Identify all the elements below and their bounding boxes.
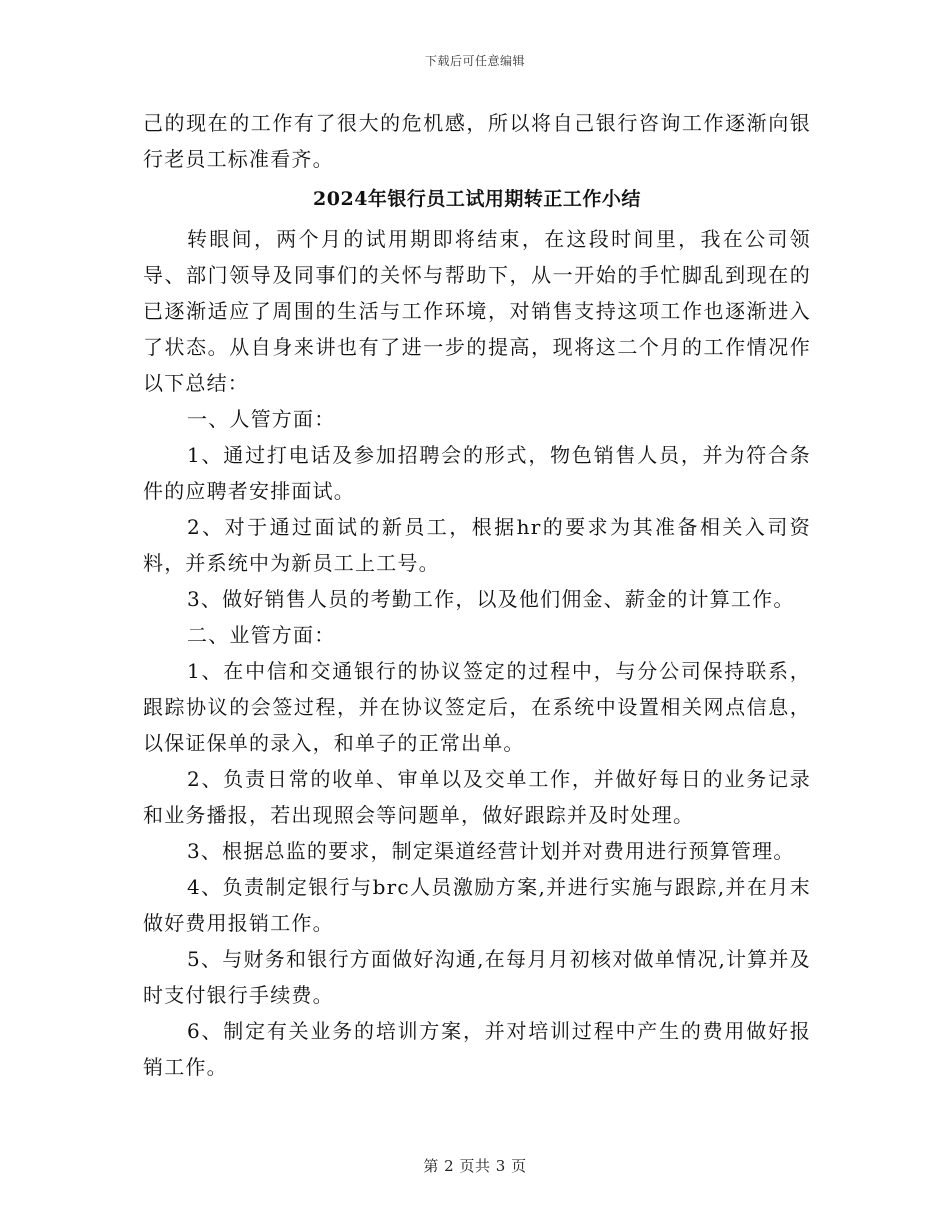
personnel-item-3: 3、做好销售人员的考勤工作，以及他们佣金、薪金的计算工作。 [187,587,795,611]
business-item-1: 1、在中信和交通银行的协议签定的过程中，与分公司保持联系，跟踪协议的会签过程，并在协议签定后，在系统中设置相关网点信息，以保证保单的录入，和单子的正常出单。 [143,659,811,755]
document-title: 2024年银行员工试用期转正工作小结 [313,188,641,210]
page-footer: 第 2 页共 3 页 [423,1157,527,1175]
personnel-item-2: 2、对于通过面试的新员工，根据hr的要求为其准备相关入司资料，并系统中为新员工上工号。 [143,515,811,575]
business-item-6: 6、制定有关业务的培训方案，并对培训过程中产生的费用做好报销工作。 [143,1019,811,1079]
intro-paragraph: 转眼间，两个月的试用期即将结束，在这段时间里，我在公司领导、部门领导及同事们的关怀与帮助下，从一开始的手忙脚乱到现在的已逐渐适应了周围的生活与工作环境，对销售支持这项工作也逐渐进入了状态。从自身来讲也有了进一步的提高，现将这二个月的工作情况作以下总结： [143,227,811,395]
section-heading-personnel: 一、人管方面： [187,407,336,431]
carryover-paragraph: 己的现在的工作有了很大的危机感，所以将自己银行咨询工作逐渐向银行老员工标准看齐。 [143,111,811,171]
business-item-2: 2、负责日常的收单、审单以及交单工作，并做好每日的业务记录和业务播报，若出现照会等问题单，做好跟踪并及时处理。 [143,767,811,827]
business-item-5: 5、与财务和银行方面做好沟通,在每月月初核对做单情况,计算并及时支付银行手续费。 [143,947,811,1007]
business-item-3: 3、根据总监的要求，制定渠道经营计划并对费用进行预算管理。 [187,839,795,863]
document-body [143,105,811,1085]
section-heading-business: 二、业管方面： [187,623,336,647]
page-header: 下载后可任意编辑 [424,54,525,68]
personnel-item-1: 1、通过打电话及参加招聘会的形式，物色销售人员，并为符合条件的应聘者安排面试。 [143,443,811,503]
business-item-4: 4、负责制定银行与brc人员激励方案,并进行实施与跟踪,并在月末做好费用报销工作。 [143,875,811,935]
